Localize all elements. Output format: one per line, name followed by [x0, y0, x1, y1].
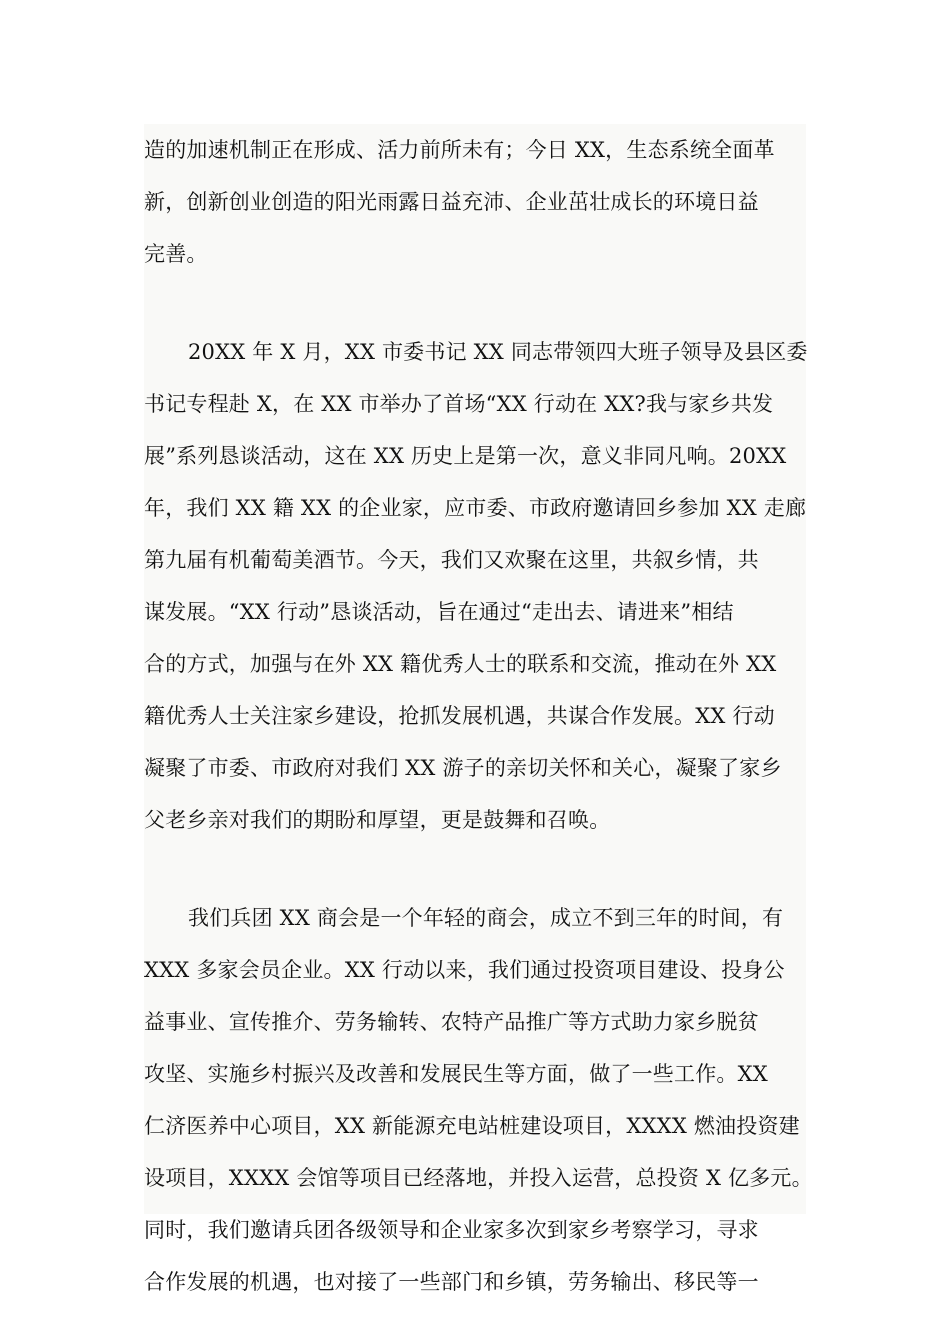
paragraph-2-line-5: 第九届有机葡萄美酒节。今天，我们又欢聚在这里，共叙乡情，共	[144, 548, 759, 572]
paragraph-3	[144, 892, 813, 1308]
paragraph-3-line-6: 设项目，XXXX 会馆等项目已经落地，并投入运营，总投资 X 亿多元。	[144, 1166, 813, 1190]
paragraph-2-line-8: 籍优秀人士关注家乡建设，抢抓发展机遇，共谋合作发展。XX 行动	[144, 704, 775, 728]
paragraph-gap	[144, 280, 806, 326]
paragraph-3-line-4: 攻坚、实施乡村振兴及改善和发展民生等方面，做了一些工作。XX	[144, 1062, 768, 1086]
paragraph-3-line-7: 同时，我们邀请兵团各级领导和企业家多次到家乡考察学习，寻求	[144, 1218, 759, 1242]
paragraph-1-line-1: 造的加速机制正在形成、活力前所未有；今日 XX，生态系统全面革	[144, 138, 775, 162]
paragraph-3-line-8: 合作发展的机遇，也对接了一些部门和乡镇，劳务输出、移民等一	[144, 1270, 759, 1294]
paragraph-2-line-7: 合的方式，加强与在外 XX 籍优秀人士的联系和交流，推动在外 XX	[144, 652, 777, 676]
paragraph-1-line-3: 完善。	[144, 242, 208, 266]
paragraph-2-line-9: 凝聚了市委、市政府对我们 XX 游子的亲切关怀和关心，凝聚了家乡	[144, 756, 782, 780]
paragraph-2-line-4: 年，我们 XX 籍 XX 的企业家，应市委、市政府邀请回乡参加 XX 走廊	[144, 496, 807, 520]
paragraph-3-line-5: 仁济医养中心项目，XX 新能源充电站桩建设项目，XXXX 燃油投资建	[144, 1114, 800, 1138]
paragraph-2	[144, 326, 806, 846]
paragraph-3-line-1: 我们兵团 XX 商会是一个年轻的商会，成立不到三年的时间，有	[188, 906, 784, 930]
paragraph-3-line-2: XXX 多家会员企业。XX 行动以来，我们通过投资项目建设、投身公	[144, 958, 785, 982]
paragraph-gap	[144, 846, 806, 892]
document-text-block	[144, 124, 813, 1294]
paragraph-2-line-10: 父老乡亲对我们的期盼和厚望，更是鼓舞和召唤。	[144, 808, 611, 832]
paragraph-3-line-3: 益事业、宣传推介、劳务输转、农特产品推广等方式助力家乡脱贫	[144, 1010, 759, 1034]
paragraph-2-line-1: 20XX 年 X 月，XX 市委书记 XX 同志带领四大班子领导及县区委	[188, 340, 808, 364]
paragraph-1-line-2: 新，创新创业创造的阳光雨露日益充沛、企业茁壮成长的环境日益	[144, 190, 759, 214]
paragraph-1	[144, 124, 806, 280]
paragraph-2-line-6: 谋发展。“XX 行动”恳谈活动，旨在通过“走出去、请进来”相结	[144, 600, 734, 624]
paragraph-2-line-3: 展”系列恳谈活动，这在 XX 历史上是第一次，意义非同凡响。20XX	[144, 444, 787, 468]
paragraph-2-line-2: 书记专程赴 X，在 XX 市举办了首场“XX 行动在 XX?我与家乡共发	[144, 392, 774, 416]
